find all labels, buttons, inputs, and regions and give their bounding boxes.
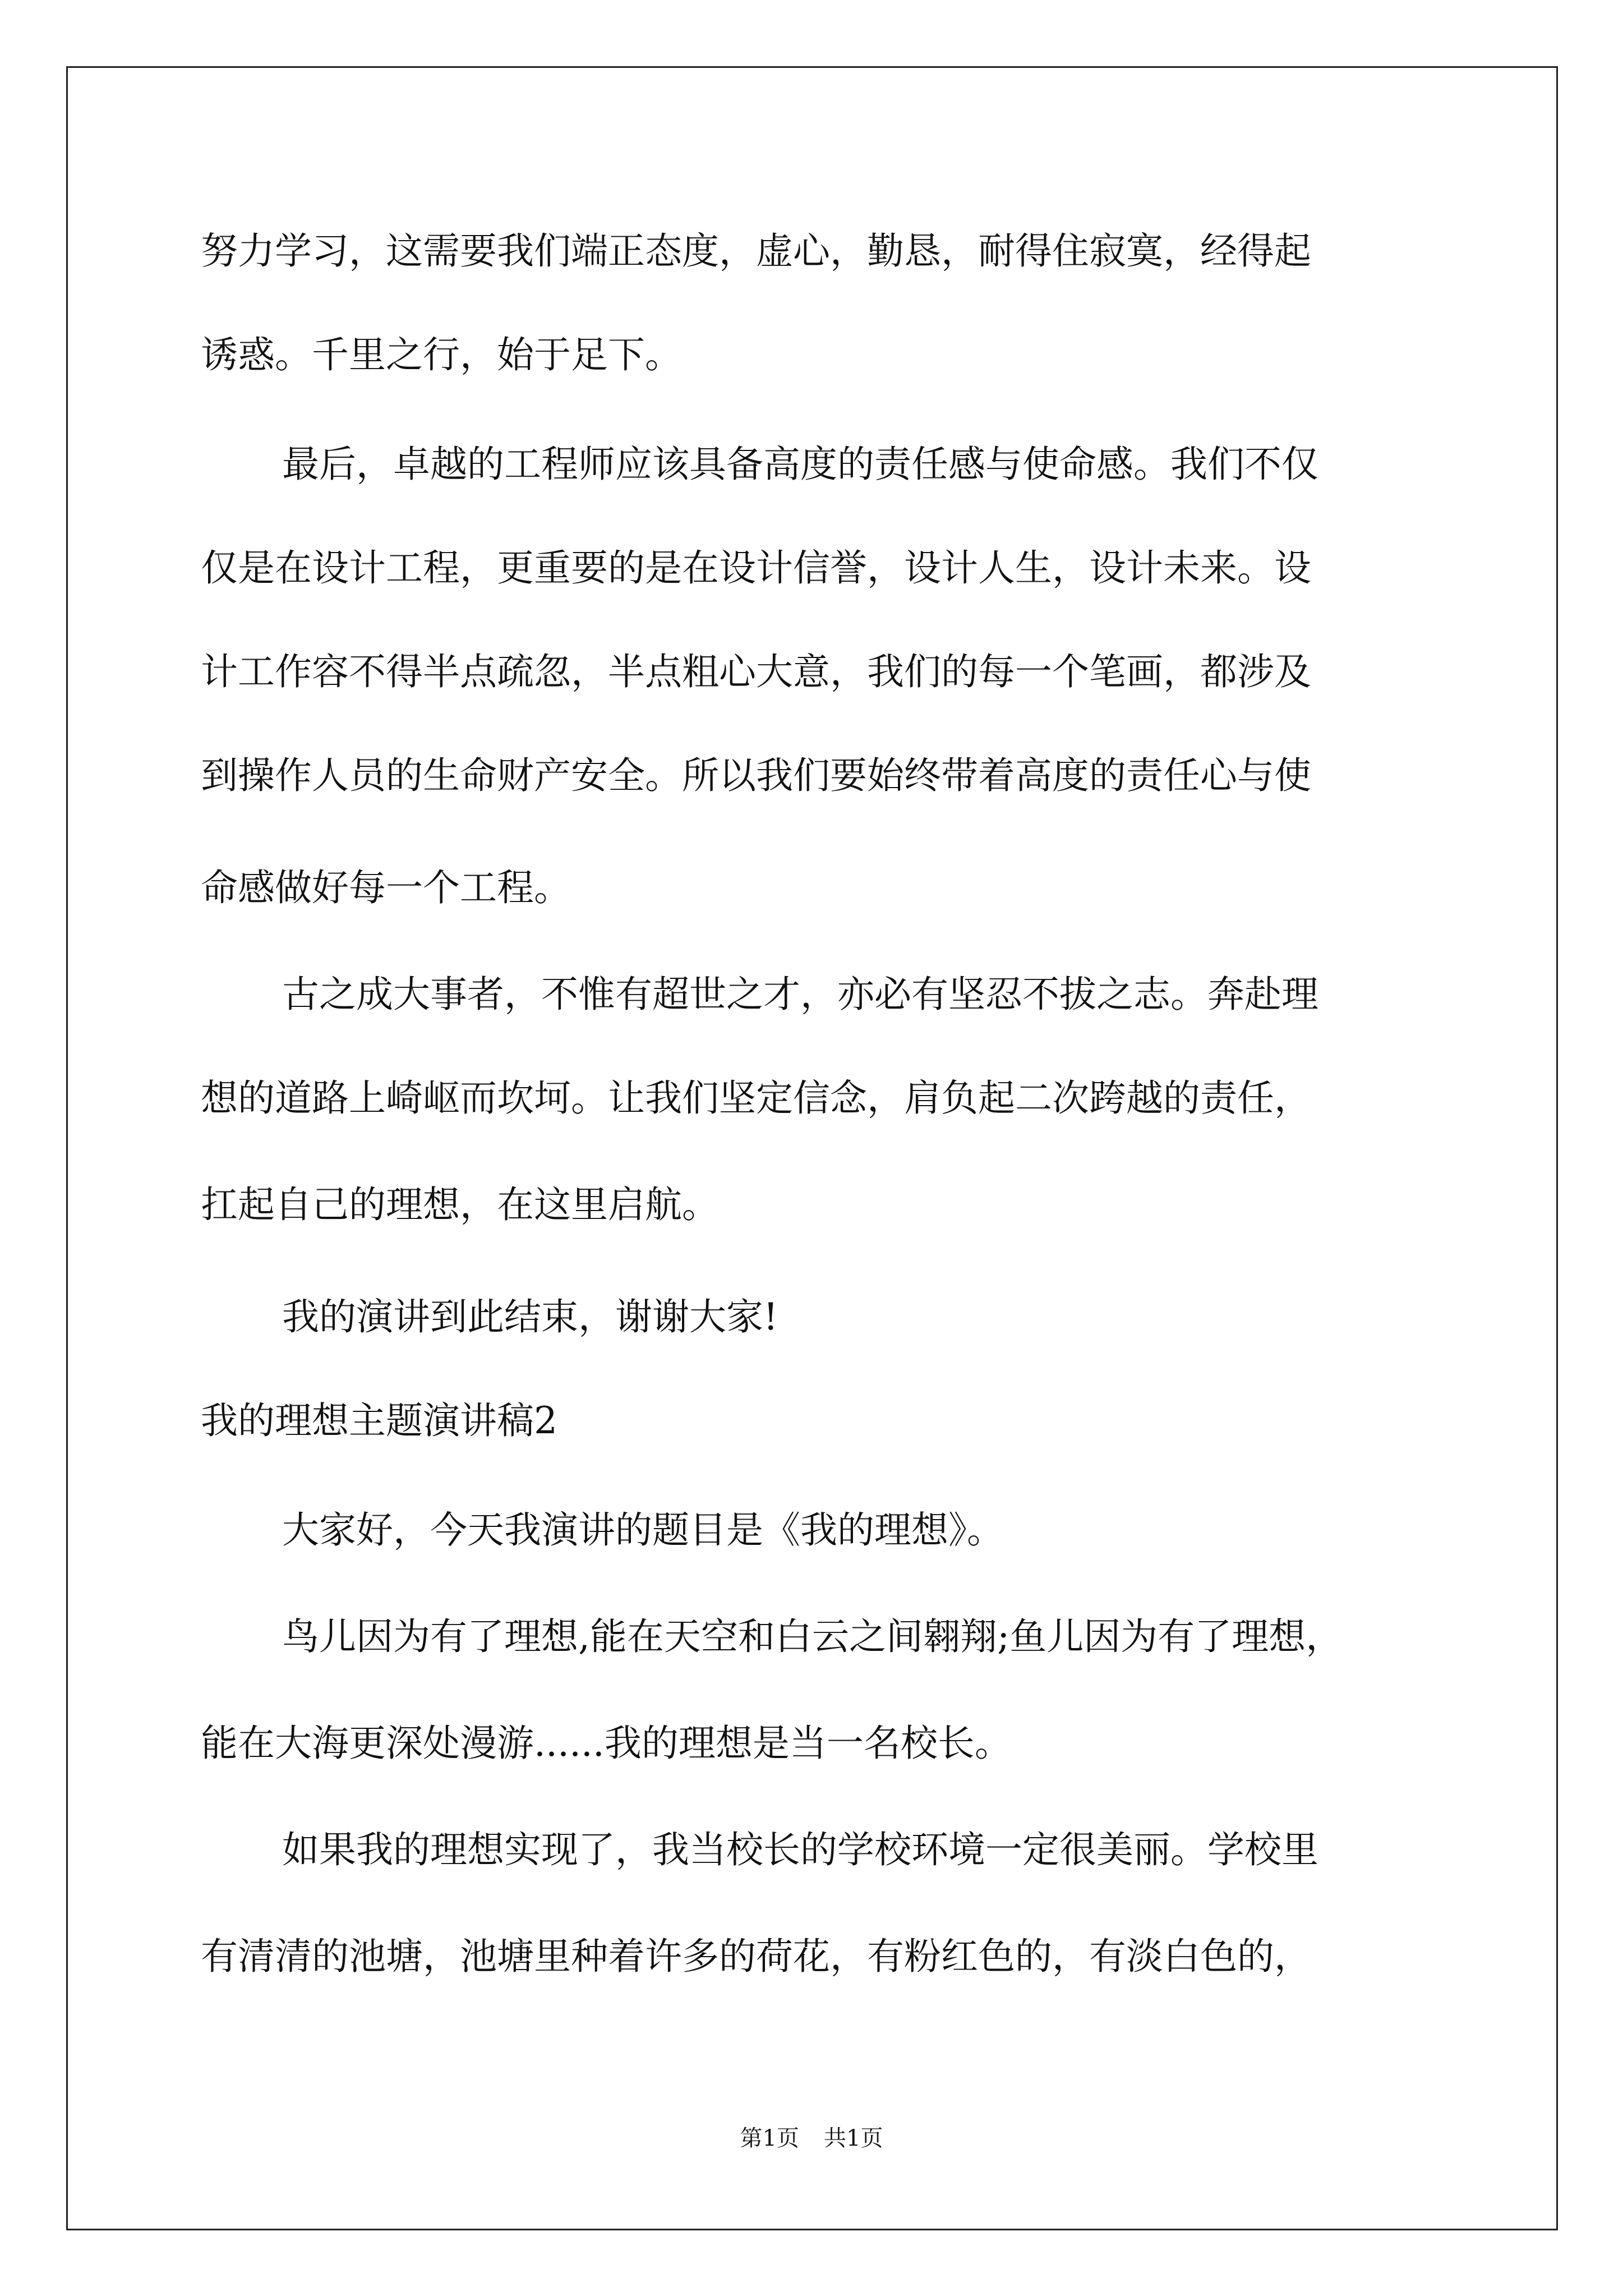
text-line: 到操作人员的生命财产安全。所以我们要始终带着高度的责任心与使 bbox=[201, 754, 1311, 797]
page-number: 第1页 bbox=[740, 2125, 799, 2151]
page-footer bbox=[0, 2122, 1623, 2155]
page-total: 共1页 bbox=[824, 2125, 883, 2151]
text-line: 命感做好每一个工程。 bbox=[201, 866, 571, 909]
text-line: 仅是在设计工程，更重要的是在设计信誉，设计人生，设计未来。设 bbox=[201, 546, 1311, 590]
text-line: 计工作容不得半点疏忽，半点粗心大意，我们的每一个笔画，都涉及 bbox=[201, 650, 1311, 693]
paragraph-start: 鸟儿因为有了理想,能在天空和白云之间翱翔;鱼儿因为有了理想， bbox=[282, 1615, 1343, 1658]
section-heading: 我的理想主题演讲稿2 bbox=[201, 1399, 557, 1442]
text-line: 努力学习，这需要我们端正态度，虚心，勤恳，耐得住寂寞，经得起 bbox=[201, 229, 1311, 273]
page-border bbox=[66, 66, 1558, 2230]
paragraph-start: 古之成大事者，不惟有超世之才，亦必有坚忍不拔之志。奔赴理 bbox=[282, 973, 1318, 1016]
paragraph-start: 我的演讲到此结束，谢谢大家! bbox=[282, 1295, 778, 1338]
paragraph-start: 大家好，今天我演讲的题目是《我的理想》。 bbox=[282, 1508, 1004, 1552]
text-line: 能在大海更深处漫游......我的理想是当一名校长。 bbox=[201, 1722, 1012, 1765]
text-line: 想的道路上崎岖而坎坷。让我们坚定信念，肩负起二次跨越的责任， bbox=[201, 1076, 1311, 1120]
paragraph-start: 如果我的理想实现了，我当校长的学校环境一定很美丽。学校里 bbox=[282, 1828, 1318, 1871]
text-line: 诱惑。千里之行，始于足下。 bbox=[201, 333, 682, 376]
text-line: 有清清的池塘，池塘里种着许多的荷花，有粉红色的，有淡白色的， bbox=[201, 1935, 1311, 1978]
text-line: 扛起自己的理想，在这里启航。 bbox=[201, 1183, 719, 1226]
paragraph-start: 最后，卓越的工程师应该具备高度的责任感与使命感。我们不仅 bbox=[282, 443, 1318, 486]
